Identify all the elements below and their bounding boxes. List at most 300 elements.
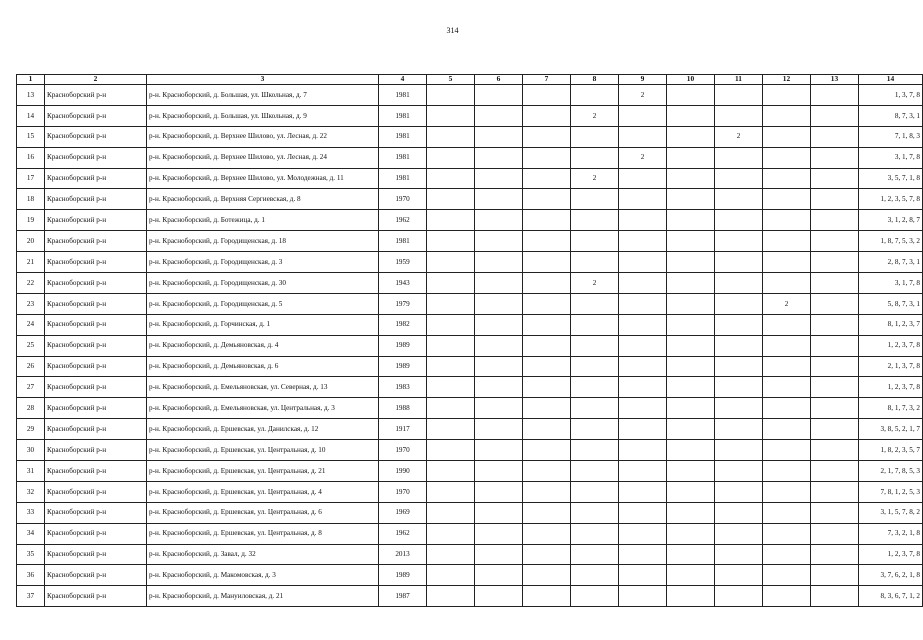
value-cell	[763, 231, 811, 252]
year-cell: 1981	[379, 147, 427, 168]
value-cell	[667, 210, 715, 231]
value-cell	[523, 189, 571, 210]
value-cell	[619, 105, 667, 126]
value-cell	[475, 189, 523, 210]
row-number: 35	[17, 544, 45, 565]
value-cell	[763, 377, 811, 398]
value-cell	[619, 252, 667, 273]
table-row	[17, 189, 923, 210]
value-cell	[667, 398, 715, 419]
codes-cell: 1, 2, 3, 5, 7, 8	[859, 189, 923, 210]
row-number: 13	[17, 85, 45, 106]
codes-cell: 2, 1, 3, 7, 8	[859, 356, 923, 377]
value-cell	[523, 356, 571, 377]
value-cell	[523, 105, 571, 126]
value-cell	[571, 126, 619, 147]
year-cell: 1989	[379, 356, 427, 377]
value-cell	[619, 586, 667, 607]
value-cell	[475, 419, 523, 440]
value-cell	[715, 168, 763, 189]
codes-cell: 3, 1, 7, 8	[859, 273, 923, 294]
value-cell	[715, 461, 763, 482]
value-cell	[523, 335, 571, 356]
table-row	[17, 544, 923, 565]
value-cell	[427, 440, 475, 461]
column-header: 11	[715, 75, 763, 85]
address-cell: р-н. Красноборский, д. Ершевская, ул. Центральная, д. 6	[147, 502, 379, 523]
table-row	[17, 335, 923, 356]
value-cell: 2	[619, 85, 667, 106]
value-cell	[475, 544, 523, 565]
value-cell	[667, 356, 715, 377]
address-cell: р-н. Красноборский, д. Ершевская, ул. Центральная, д. 10	[147, 440, 379, 461]
year-cell: 1989	[379, 335, 427, 356]
value-cell	[427, 210, 475, 231]
value-cell	[811, 126, 859, 147]
value-cell	[667, 147, 715, 168]
value-cell: 2	[763, 293, 811, 314]
value-cell	[523, 461, 571, 482]
value-cell	[427, 105, 475, 126]
value-cell	[571, 502, 619, 523]
value-cell	[763, 210, 811, 231]
address-cell: р-н. Красноборский, д. Ершевская, ул. Центральная, д. 21	[147, 461, 379, 482]
value-cell	[811, 565, 859, 586]
year-cell: 1989	[379, 565, 427, 586]
table-row	[17, 461, 923, 482]
value-cell	[715, 523, 763, 544]
value-cell	[667, 189, 715, 210]
table-row	[17, 565, 923, 586]
value-cell	[475, 147, 523, 168]
value-cell	[763, 523, 811, 544]
value-cell	[427, 273, 475, 294]
row-number: 19	[17, 210, 45, 231]
value-cell	[715, 252, 763, 273]
value-cell	[523, 502, 571, 523]
value-cell	[763, 252, 811, 273]
column-header: 8	[571, 75, 619, 85]
value-cell: 2	[571, 168, 619, 189]
value-cell	[523, 440, 571, 461]
year-cell: 1990	[379, 461, 427, 482]
address-cell: р-н. Красноборский, д. Демьяновская, д. 4	[147, 335, 379, 356]
row-number: 15	[17, 126, 45, 147]
value-cell	[427, 565, 475, 586]
value-cell	[811, 147, 859, 168]
value-cell	[571, 293, 619, 314]
district-cell: Красноборский р-н	[45, 105, 147, 126]
value-cell	[523, 210, 571, 231]
value-cell	[715, 85, 763, 106]
address-cell: р-н. Красноборский, д. Ботежица, д. 1	[147, 210, 379, 231]
value-cell	[763, 502, 811, 523]
district-cell: Красноборский р-н	[45, 356, 147, 377]
column-header: 9	[619, 75, 667, 85]
value-cell	[667, 85, 715, 106]
value-cell	[811, 502, 859, 523]
value-cell	[427, 461, 475, 482]
value-cell	[763, 105, 811, 126]
value-cell	[763, 461, 811, 482]
year-cell: 1981	[379, 85, 427, 106]
address-cell: р-н. Красноборский, д. Верхнее Шилово, ул. Лесная, д. 22	[147, 126, 379, 147]
value-cell	[475, 356, 523, 377]
value-cell	[667, 314, 715, 335]
value-cell	[523, 126, 571, 147]
value-cell	[475, 85, 523, 106]
value-cell	[523, 252, 571, 273]
row-number: 18	[17, 189, 45, 210]
row-number: 23	[17, 293, 45, 314]
codes-cell: 1, 2, 3, 7, 8	[859, 335, 923, 356]
year-cell: 1970	[379, 440, 427, 461]
row-number: 26	[17, 356, 45, 377]
value-cell	[619, 335, 667, 356]
value-cell	[715, 377, 763, 398]
value-cell	[427, 147, 475, 168]
district-cell: Красноборский р-н	[45, 273, 147, 294]
row-number: 27	[17, 377, 45, 398]
value-cell	[811, 210, 859, 231]
codes-cell: 2, 8, 7, 3, 1	[859, 252, 923, 273]
header-row	[17, 75, 923, 85]
year-cell: 1970	[379, 481, 427, 502]
row-number: 36	[17, 565, 45, 586]
column-header: 5	[427, 75, 475, 85]
year-cell: 1981	[379, 168, 427, 189]
value-cell	[811, 481, 859, 502]
district-cell: Красноборский р-н	[45, 523, 147, 544]
value-cell	[571, 356, 619, 377]
value-cell	[523, 85, 571, 106]
value-cell	[667, 105, 715, 126]
value-cell	[811, 398, 859, 419]
district-cell: Красноборский р-н	[45, 85, 147, 106]
value-cell	[667, 168, 715, 189]
column-header: 13	[811, 75, 859, 85]
value-cell	[427, 314, 475, 335]
value-cell	[523, 586, 571, 607]
value-cell	[715, 273, 763, 294]
value-cell	[475, 335, 523, 356]
codes-cell: 3, 5, 7, 1, 8	[859, 168, 923, 189]
row-number: 16	[17, 147, 45, 168]
year-cell: 1981	[379, 105, 427, 126]
value-cell	[715, 481, 763, 502]
district-cell: Красноборский р-н	[45, 419, 147, 440]
year-cell: 1981	[379, 126, 427, 147]
value-cell	[619, 419, 667, 440]
value-cell	[715, 565, 763, 586]
value-cell	[571, 377, 619, 398]
value-cell	[811, 356, 859, 377]
codes-cell: 3, 1, 2, 8, 7	[859, 210, 923, 231]
row-number: 29	[17, 419, 45, 440]
year-cell: 1988	[379, 398, 427, 419]
value-cell	[763, 147, 811, 168]
value-cell	[475, 210, 523, 231]
value-cell	[427, 398, 475, 419]
value-cell	[427, 189, 475, 210]
district-cell: Красноборский р-н	[45, 377, 147, 398]
value-cell	[763, 565, 811, 586]
address-cell: р-н. Красноборский, д. Мануиловская, д. 21	[147, 586, 379, 607]
district-cell: Красноборский р-н	[45, 210, 147, 231]
district-cell: Красноборский р-н	[45, 189, 147, 210]
value-cell	[811, 273, 859, 294]
value-cell	[811, 544, 859, 565]
district-cell: Красноборский р-н	[45, 586, 147, 607]
row-number: 34	[17, 523, 45, 544]
value-cell	[811, 440, 859, 461]
address-cell: р-н. Красноборский, д. Большая, ул. Школьная, д. 7	[147, 85, 379, 106]
value-cell	[619, 398, 667, 419]
value-cell	[763, 189, 811, 210]
column-header: 14	[859, 75, 923, 85]
value-cell	[811, 335, 859, 356]
value-cell	[619, 502, 667, 523]
value-cell	[811, 293, 859, 314]
table-row	[17, 377, 923, 398]
value-cell	[715, 189, 763, 210]
table-row	[17, 105, 923, 126]
value-cell	[811, 419, 859, 440]
address-cell: р-н. Красноборский, д. Завал, д. 32	[147, 544, 379, 565]
value-cell	[427, 523, 475, 544]
value-cell	[427, 85, 475, 106]
table-row	[17, 273, 923, 294]
value-cell	[619, 377, 667, 398]
value-cell	[715, 419, 763, 440]
value-cell	[571, 85, 619, 106]
value-cell	[571, 252, 619, 273]
district-cell: Красноборский р-н	[45, 147, 147, 168]
codes-cell: 1, 2, 3, 7, 8	[859, 544, 923, 565]
value-cell	[811, 85, 859, 106]
page-number: 314	[446, 26, 459, 35]
value-cell	[571, 210, 619, 231]
value-cell	[619, 565, 667, 586]
address-cell: р-н. Красноборский, д. Городищенская, д. 18	[147, 231, 379, 252]
row-number: 24	[17, 314, 45, 335]
value-cell	[763, 440, 811, 461]
value-cell	[667, 502, 715, 523]
value-cell	[475, 586, 523, 607]
table-body	[17, 85, 923, 607]
value-cell: 2	[619, 147, 667, 168]
district-cell: Красноборский р-н	[45, 252, 147, 273]
year-cell: 1970	[379, 189, 427, 210]
row-number: 33	[17, 502, 45, 523]
district-cell: Красноборский р-н	[45, 502, 147, 523]
value-cell	[475, 398, 523, 419]
value-cell	[811, 586, 859, 607]
value-cell	[427, 586, 475, 607]
value-cell	[475, 461, 523, 482]
value-cell	[811, 231, 859, 252]
value-cell	[523, 314, 571, 335]
value-cell	[619, 273, 667, 294]
district-cell: Красноборский р-н	[45, 335, 147, 356]
codes-cell: 8, 1, 2, 3, 7	[859, 314, 923, 335]
district-cell: Красноборский р-н	[45, 440, 147, 461]
value-cell	[427, 544, 475, 565]
value-cell	[571, 481, 619, 502]
value-cell	[811, 168, 859, 189]
codes-cell: 2, 1, 7, 8, 5, 3	[859, 461, 923, 482]
address-cell: р-н. Красноборский, д. Городищенская, д. 5	[147, 293, 379, 314]
year-cell: 2013	[379, 544, 427, 565]
value-cell	[667, 377, 715, 398]
row-number: 32	[17, 481, 45, 502]
value-cell	[475, 523, 523, 544]
value-cell	[763, 419, 811, 440]
district-cell: Красноборский р-н	[45, 314, 147, 335]
address-cell: р-н. Красноборский, д. Горчинская, д. 1	[147, 314, 379, 335]
value-cell	[475, 293, 523, 314]
address-cell: р-н. Красноборский, д. Большая, ул. Школьная, д. 9	[147, 105, 379, 126]
column-header: 2	[45, 75, 147, 85]
value-cell	[427, 377, 475, 398]
value-cell	[571, 189, 619, 210]
district-cell: Красноборский р-н	[45, 565, 147, 586]
value-cell	[427, 126, 475, 147]
value-cell	[571, 398, 619, 419]
value-cell	[427, 252, 475, 273]
value-cell	[619, 356, 667, 377]
row-number: 17	[17, 168, 45, 189]
value-cell	[715, 293, 763, 314]
value-cell	[715, 231, 763, 252]
value-cell	[667, 440, 715, 461]
value-cell	[715, 210, 763, 231]
value-cell	[619, 461, 667, 482]
value-cell	[475, 314, 523, 335]
value-cell	[523, 147, 571, 168]
table-row	[17, 481, 923, 502]
value-cell	[715, 586, 763, 607]
value-cell	[475, 502, 523, 523]
address-cell: р-н. Красноборский, д. Верхняя Сергиевская, д. 8	[147, 189, 379, 210]
value-cell	[667, 231, 715, 252]
value-cell	[619, 481, 667, 502]
district-cell: Красноборский р-н	[45, 231, 147, 252]
value-cell	[523, 523, 571, 544]
district-cell: Красноборский р-н	[45, 481, 147, 502]
codes-cell: 3, 7, 6, 2, 1, 8	[859, 565, 923, 586]
value-cell	[763, 544, 811, 565]
codes-cell: 1, 2, 3, 7, 8	[859, 377, 923, 398]
address-cell: р-н. Красноборский, д. Ершевская, ул. Данилская, д. 12	[147, 419, 379, 440]
value-cell	[667, 544, 715, 565]
table-row	[17, 440, 923, 461]
value-cell	[715, 147, 763, 168]
value-cell	[763, 314, 811, 335]
value-cell	[571, 335, 619, 356]
value-cell	[475, 440, 523, 461]
value-cell	[619, 314, 667, 335]
address-cell: р-н. Красноборский, д. Макомовская, д. 3	[147, 565, 379, 586]
codes-cell: 3, 8, 5, 2, 1, 7	[859, 419, 923, 440]
table-row	[17, 398, 923, 419]
value-cell	[571, 231, 619, 252]
value-cell	[571, 461, 619, 482]
value-cell	[763, 356, 811, 377]
value-cell	[811, 252, 859, 273]
codes-cell: 1, 8, 7, 5, 3, 2	[859, 231, 923, 252]
value-cell	[667, 523, 715, 544]
value-cell	[619, 523, 667, 544]
table-row	[17, 85, 923, 106]
value-cell	[523, 565, 571, 586]
value-cell	[811, 377, 859, 398]
value-cell	[763, 586, 811, 607]
table-row	[17, 231, 923, 252]
value-cell	[763, 126, 811, 147]
value-cell	[619, 126, 667, 147]
year-cell: 1917	[379, 419, 427, 440]
address-cell: р-н. Красноборский, д. Городищенская, д. 3	[147, 252, 379, 273]
value-cell: 2	[571, 105, 619, 126]
value-cell	[571, 523, 619, 544]
codes-cell: 8, 1, 7, 3, 2	[859, 398, 923, 419]
value-cell	[475, 565, 523, 586]
table-row	[17, 586, 923, 607]
year-cell: 1959	[379, 252, 427, 273]
value-cell	[523, 293, 571, 314]
value-cell	[763, 168, 811, 189]
address-cell: р-н. Красноборский, д. Емельяновская, ул. Северная, д. 13	[147, 377, 379, 398]
table-row	[17, 419, 923, 440]
column-header: 6	[475, 75, 523, 85]
value-cell	[763, 85, 811, 106]
value-cell	[667, 481, 715, 502]
codes-cell: 3, 1, 5, 7, 8, 2	[859, 502, 923, 523]
value-cell	[571, 544, 619, 565]
table-row	[17, 293, 923, 314]
value-cell	[523, 168, 571, 189]
value-cell	[427, 293, 475, 314]
column-header: 7	[523, 75, 571, 85]
value-cell	[523, 419, 571, 440]
value-cell	[667, 586, 715, 607]
value-cell	[571, 440, 619, 461]
value-cell	[427, 419, 475, 440]
address-cell: р-н. Красноборский, д. Городищенская, д. 30	[147, 273, 379, 294]
value-cell	[523, 377, 571, 398]
address-cell: р-н. Красноборский, д. Демьяновская, д. 6	[147, 356, 379, 377]
value-cell	[523, 544, 571, 565]
value-cell	[715, 356, 763, 377]
district-cell: Красноборский р-н	[45, 293, 147, 314]
table-row	[17, 168, 923, 189]
year-cell: 1962	[379, 210, 427, 231]
value-cell	[619, 440, 667, 461]
value-cell: 2	[571, 273, 619, 294]
value-cell: 2	[715, 126, 763, 147]
value-cell	[715, 502, 763, 523]
value-cell	[763, 481, 811, 502]
value-cell	[715, 544, 763, 565]
value-cell	[475, 481, 523, 502]
value-cell	[571, 565, 619, 586]
value-cell	[523, 231, 571, 252]
value-cell	[571, 419, 619, 440]
year-cell: 1979	[379, 293, 427, 314]
value-cell	[667, 273, 715, 294]
row-number: 20	[17, 231, 45, 252]
